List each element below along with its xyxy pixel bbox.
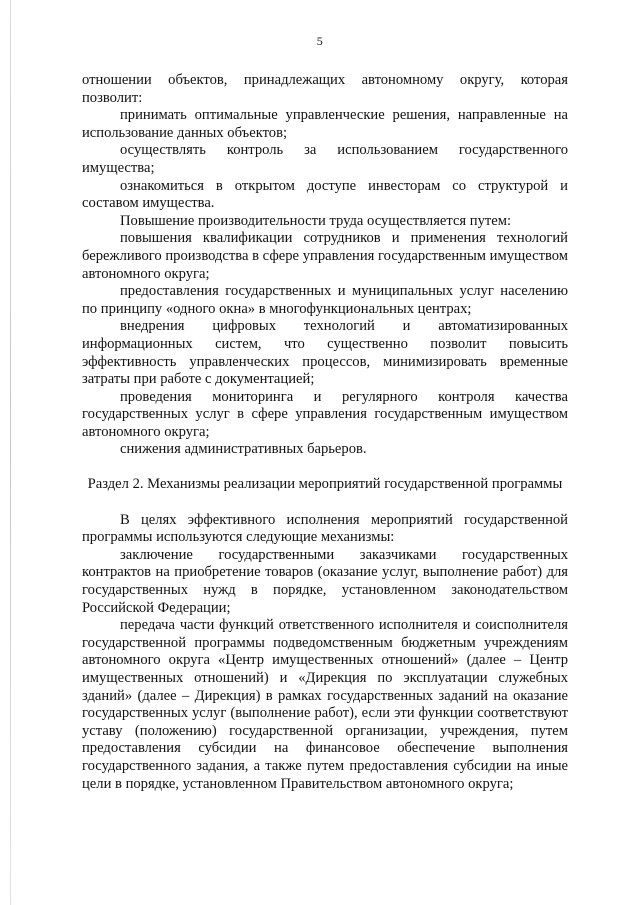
paragraph: внедрения цифровых технологий и автоматизированных информационных систем, что существенно позволит повысить эффективность управленческих процессов, минимизировать временные затраты при работе с документацией; [82, 318, 568, 388]
scan-edge-line [10, 0, 11, 905]
paragraph: проведения мониторинга и регулярного контроля качества государственных услуг в сфере управления государственным имуществом автономного округа; [82, 388, 568, 440]
paragraph: предоставления государственных и муниципальных услуг населению по принципу «одного окна» в многофункциональных центрах; [82, 283, 568, 317]
document-body [82, 72, 568, 793]
paragraph: В целях эффективного исполнения мероприятий государственной программы используются следующие механизмы: [82, 511, 568, 546]
section-heading: Раздел 2. Механизмы реализации мероприятий государственной программы [87, 476, 563, 493]
paragraph: Повышение производительности труда осуществляется путем: [120, 212, 512, 229]
paragraph: отношении объектов, принадлежащих автономному округу, которая позволит: [82, 72, 568, 106]
paragraph: снижения административных барьеров. [120, 441, 367, 458]
paragraph: осуществлять контроль за использованием государственного имущества; [82, 142, 568, 176]
page-number: 5 [316, 34, 324, 48]
paragraph: ознакомиться в открытом доступе инвесторам со структурой и составом имущества. [82, 177, 568, 212]
paragraph: передача части функций ответственного исполнителя и соисполнителя государственной программы подведомственным бюджетным учреждениям автономного округа «Центр имущественных отношений» (далее – Центр имущественных отношений) и «Дирекция по эксплуатации служебных зданий» (далее – Дирекция) в рамках государственных заданий на оказание государственных услуг (выполнение работ), если эти функции соответствуют уставу (положению) государственной организации, учреждения, путем предоставления субсидии на финансовое обеспечение выполнения государственного задания, а также путем предоставления субсидии на иные цели в порядке, установленном Правительством автономного округа; [82, 617, 568, 792]
paragraph: заключение государственными заказчиками государственных контрактов на приобретение товаров (оказание услуг, выполнение работ) для государственных нужд в порядке, установленном законодательством Российской Федерации; [82, 546, 568, 616]
paragraph: повышения квалификации сотрудников и применения технологий бережливого производства в сфере управления государственным имуществом автономного округа; [82, 230, 568, 282]
paragraph: принимать оптимальные управленческие решения, направленные на использование данных объектов; [82, 107, 568, 141]
